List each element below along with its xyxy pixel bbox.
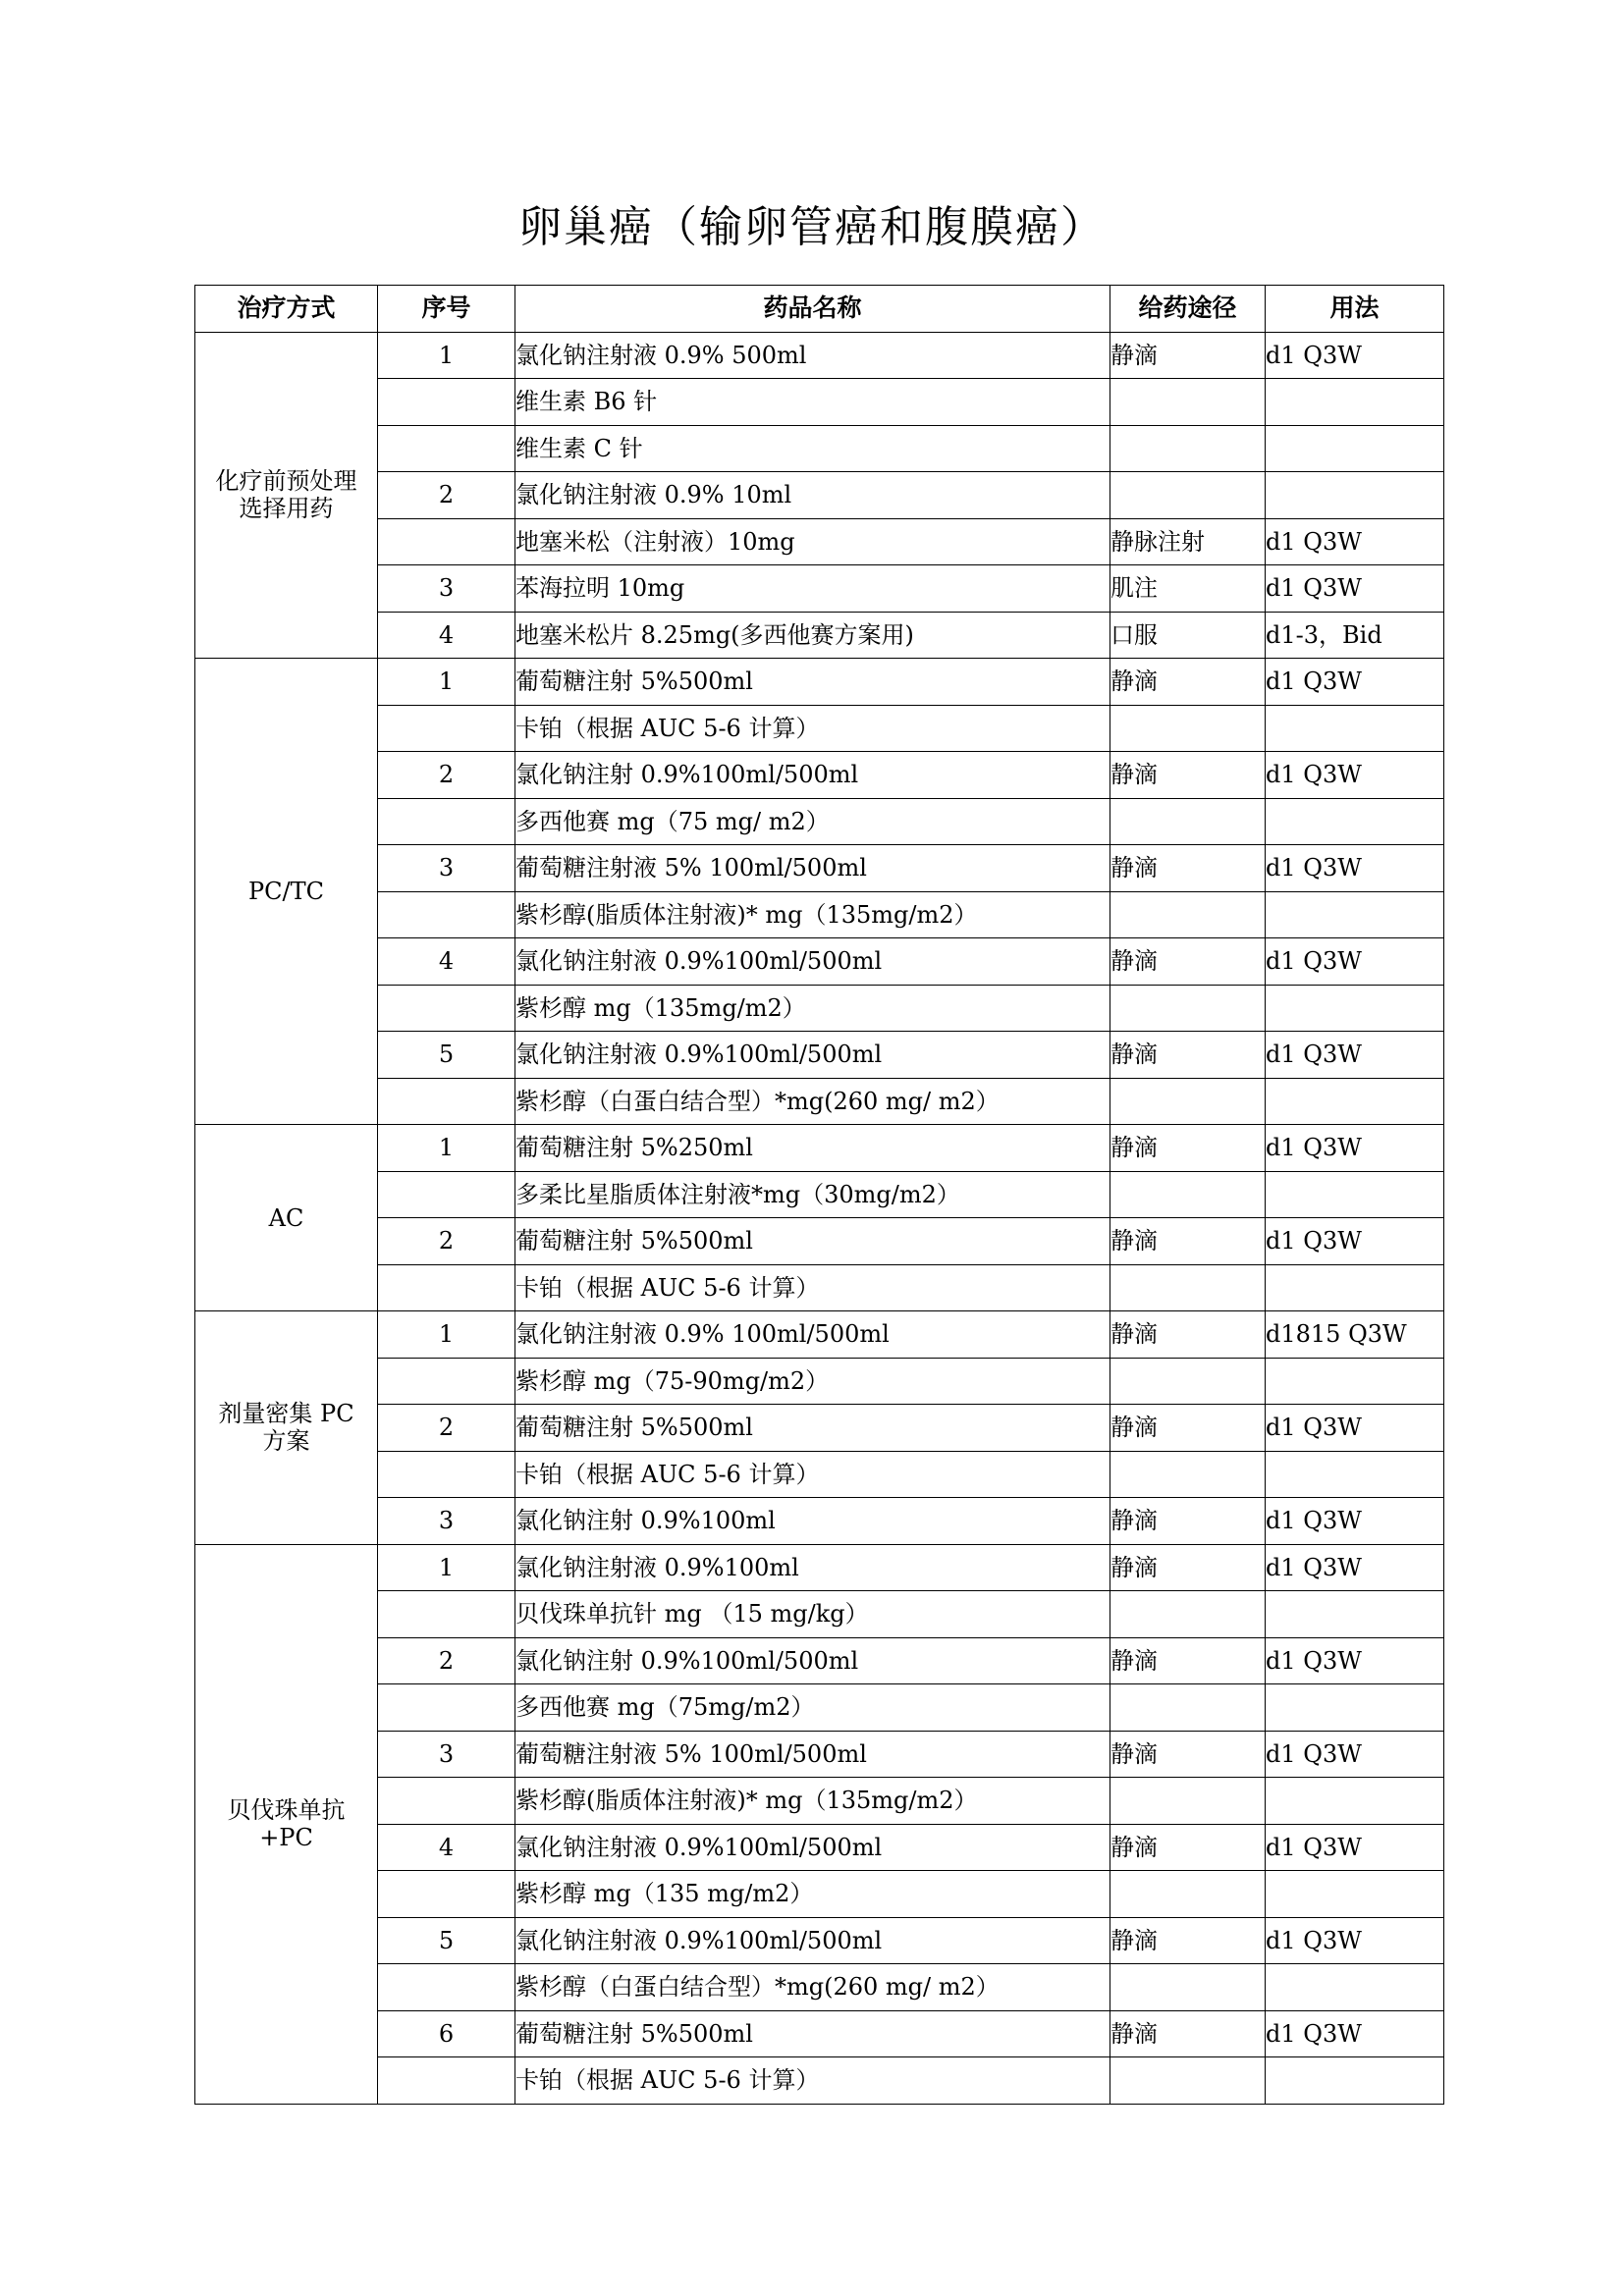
seq-cell: 2 xyxy=(378,472,515,519)
treatment-mode-cell xyxy=(195,332,378,659)
usage-cell xyxy=(1266,1451,1444,1498)
route-cell xyxy=(1110,891,1266,938)
seq-cell: 2 xyxy=(378,752,515,799)
route-cell: 静滴 xyxy=(1110,1218,1266,1265)
usage-cell xyxy=(1266,1684,1444,1732)
route-cell: 静滴 xyxy=(1110,1125,1266,1172)
drug-cell: 多柔比星脂质体注射液*mg（30mg/m2） xyxy=(515,1171,1110,1218)
route-cell xyxy=(1110,1871,1266,1918)
seq-cell: 1 xyxy=(378,1125,515,1172)
table-row xyxy=(195,1778,1444,1825)
route-cell xyxy=(1110,2057,1266,2105)
treatment-mode-label: 贝伐珠单抗 xyxy=(227,1796,346,1824)
seq-cell xyxy=(378,1684,515,1732)
route-cell xyxy=(1110,1684,1266,1732)
usage-cell: d1 Q3W xyxy=(1266,1917,1444,1964)
drug-cell: 葡萄糖注射 5%500ml xyxy=(515,2010,1110,2057)
table-row xyxy=(195,752,1444,799)
usage-cell xyxy=(1266,379,1444,426)
table-row xyxy=(195,1544,1444,1591)
usage-cell xyxy=(1266,1358,1444,1405)
drug-cell: 紫杉醇（白蛋白结合型）*mg(260 mg/ m2） xyxy=(515,1964,1110,2011)
route-cell xyxy=(1110,1778,1266,1825)
table-row xyxy=(195,891,1444,938)
route-cell: 静滴 xyxy=(1110,1498,1266,1545)
seq-cell xyxy=(378,891,515,938)
seq-cell xyxy=(378,1358,515,1405)
seq-cell: 1 xyxy=(378,1311,515,1359)
drug-cell: 卡铂（根据 AUC 5-6 计算） xyxy=(515,705,1110,752)
seq-cell: 3 xyxy=(378,1731,515,1778)
table-row xyxy=(195,1264,1444,1311)
usage-cell: d1 Q3W xyxy=(1266,1731,1444,1778)
table-row xyxy=(195,1731,1444,1778)
usage-cell: d1 Q3W xyxy=(1266,518,1444,565)
table-row xyxy=(195,565,1444,613)
table-row xyxy=(195,612,1444,659)
drug-cell: 多西他赛 mg（75 mg/ m2） xyxy=(515,798,1110,845)
seq-cell xyxy=(378,705,515,752)
table-row xyxy=(195,1591,1444,1638)
table-row xyxy=(195,1125,1444,1172)
drug-cell: 氯化钠注射液 0.9% 10ml xyxy=(515,472,1110,519)
column-header-usage: 用法 xyxy=(1266,286,1444,333)
seq-cell: 3 xyxy=(378,565,515,613)
seq-cell: 2 xyxy=(378,1637,515,1684)
treatment-mode-label: AC xyxy=(268,1203,304,1232)
seq-cell xyxy=(378,1778,515,1825)
seq-cell: 1 xyxy=(378,659,515,706)
usage-cell xyxy=(1266,1078,1444,1125)
route-cell: 静滴 xyxy=(1110,1824,1266,1871)
table-row xyxy=(195,1917,1444,1964)
drug-cell: 氯化钠注射 0.9%100ml/500ml xyxy=(515,752,1110,799)
seq-cell xyxy=(378,1964,515,2011)
seq-cell xyxy=(378,1078,515,1125)
drug-cell: 卡铂（根据 AUC 5-6 计算） xyxy=(515,1264,1110,1311)
column-header-mode: 治疗方式 xyxy=(195,286,378,333)
seq-cell xyxy=(378,1451,515,1498)
treatment-mode-cell xyxy=(195,1311,378,1545)
drug-cell: 卡铂（根据 AUC 5-6 计算） xyxy=(515,1451,1110,1498)
seq-cell: 4 xyxy=(378,1824,515,1871)
usage-cell xyxy=(1266,798,1444,845)
route-cell xyxy=(1110,1171,1266,1218)
table-row xyxy=(195,1405,1444,1452)
seq-cell: 4 xyxy=(378,612,515,659)
drug-cell: 紫杉醇 mg（75-90mg/m2） xyxy=(515,1358,1110,1405)
table-row xyxy=(195,1498,1444,1545)
seq-cell xyxy=(378,425,515,472)
route-cell: 静滴 xyxy=(1110,1544,1266,1591)
page-title: 卵巢癌（输卵管癌和腹膜癌） xyxy=(518,202,1106,252)
route-cell xyxy=(1110,1078,1266,1125)
usage-cell: d1 Q3W xyxy=(1266,938,1444,986)
route-cell: 肌注 xyxy=(1110,565,1266,613)
usage-cell xyxy=(1266,1171,1444,1218)
treatment-mode-label: 化疗前预处理 xyxy=(215,467,357,496)
table-row xyxy=(195,518,1444,565)
seq-cell: 6 xyxy=(378,2010,515,2057)
treatment-mode-label: PC/TC xyxy=(248,878,324,905)
route-cell xyxy=(1110,425,1266,472)
drug-cell: 紫杉醇 mg（135 mg/m2） xyxy=(515,1871,1110,1918)
seq-cell xyxy=(378,798,515,845)
drug-cell: 多西他赛 mg（75mg/m2） xyxy=(515,1684,1110,1732)
usage-cell: d1-3，Bid xyxy=(1266,612,1444,659)
table-row xyxy=(195,798,1444,845)
drug-cell: 氯化钠注射 0.9%100ml xyxy=(515,1498,1110,1545)
usage-cell: d1 Q3W xyxy=(1266,2010,1444,2057)
drug-cell: 葡萄糖注射 5%500ml xyxy=(515,1405,1110,1452)
seq-cell: 3 xyxy=(378,1498,515,1545)
usage-cell: d1 Q3W xyxy=(1266,1544,1444,1591)
table-row xyxy=(195,425,1444,472)
route-cell: 静滴 xyxy=(1110,845,1266,892)
drug-cell: 氯化钠注射液 0.9%100ml/500ml xyxy=(515,1032,1110,1079)
route-cell: 口服 xyxy=(1110,612,1266,659)
usage-cell xyxy=(1266,472,1444,519)
table-row xyxy=(195,1684,1444,1732)
table-row xyxy=(195,938,1444,986)
route-cell xyxy=(1110,1358,1266,1405)
treatment-mode-cell xyxy=(195,1544,378,2104)
column-header-route: 给药途径 xyxy=(1110,286,1266,333)
seq-cell: 2 xyxy=(378,1405,515,1452)
route-cell: 静滴 xyxy=(1110,332,1266,379)
drug-cell: 紫杉醇(脂质体注射液)* mg（135mg/m2） xyxy=(515,1778,1110,1825)
table-row xyxy=(195,1218,1444,1265)
usage-cell xyxy=(1266,1871,1444,1918)
regimen-table xyxy=(194,285,1444,2105)
drug-cell: 地塞米松（注射液）10mg xyxy=(515,518,1110,565)
table-row xyxy=(195,705,1444,752)
usage-cell: d1 Q3W xyxy=(1266,1405,1444,1452)
table-row xyxy=(195,1964,1444,2011)
route-cell: 静滴 xyxy=(1110,1637,1266,1684)
usage-cell xyxy=(1266,1964,1444,2011)
route-cell: 静滴 xyxy=(1110,938,1266,986)
seq-cell: 1 xyxy=(378,1544,515,1591)
usage-cell xyxy=(1266,985,1444,1032)
route-cell: 静滴 xyxy=(1110,1731,1266,1778)
usage-cell: d1 Q3W xyxy=(1266,845,1444,892)
usage-cell xyxy=(1266,425,1444,472)
seq-cell xyxy=(378,985,515,1032)
table-row xyxy=(195,1078,1444,1125)
table-row xyxy=(195,1032,1444,1079)
route-cell: 静滴 xyxy=(1110,1405,1266,1452)
drug-cell: 葡萄糖注射液 5% 100ml/500ml xyxy=(515,1731,1110,1778)
drug-cell: 紫杉醇 mg（135mg/m2） xyxy=(515,985,1110,1032)
usage-cell: d1 Q3W xyxy=(1266,1218,1444,1265)
route-cell xyxy=(1110,798,1266,845)
table-row xyxy=(195,379,1444,426)
usage-cell: d1815 Q3W xyxy=(1266,1311,1444,1359)
table-row xyxy=(195,1171,1444,1218)
table-row xyxy=(195,332,1444,379)
treatment-mode-label: +PC xyxy=(259,1824,313,1851)
seq-cell xyxy=(378,1871,515,1918)
table-row xyxy=(195,1451,1444,1498)
usage-cell xyxy=(1266,2057,1444,2105)
route-cell xyxy=(1110,705,1266,752)
seq-cell: 3 xyxy=(378,845,515,892)
drug-cell: 紫杉醇（白蛋白结合型）*mg(260 mg/ m2） xyxy=(515,1078,1110,1125)
table-row xyxy=(195,2010,1444,2057)
treatment-mode-label: 方案 xyxy=(262,1427,310,1456)
seq-cell: 2 xyxy=(378,1218,515,1265)
header-row xyxy=(195,286,1444,333)
usage-cell: d1 Q3W xyxy=(1266,659,1444,706)
table-row xyxy=(195,1311,1444,1359)
drug-cell: 葡萄糖注射 5%250ml xyxy=(515,1125,1110,1172)
usage-cell: d1 Q3W xyxy=(1266,1498,1444,1545)
route-cell: 静滴 xyxy=(1110,2010,1266,2057)
usage-cell xyxy=(1266,891,1444,938)
treatment-mode-label: 剂量密集 PC xyxy=(218,1400,354,1428)
usage-cell: d1 Q3W xyxy=(1266,565,1444,613)
usage-cell xyxy=(1266,705,1444,752)
route-cell xyxy=(1110,379,1266,426)
seq-cell xyxy=(378,1171,515,1218)
drug-cell: 氯化钠注射液 0.9%100ml/500ml xyxy=(515,1917,1110,1964)
drug-cell: 葡萄糖注射液 5% 100ml/500ml xyxy=(515,845,1110,892)
drug-cell: 氯化钠注射液 0.9%100ml/500ml xyxy=(515,938,1110,986)
usage-cell: d1 Q3W xyxy=(1266,1125,1444,1172)
usage-cell: d1 Q3W xyxy=(1266,332,1444,379)
usage-cell xyxy=(1266,1778,1444,1825)
route-cell xyxy=(1110,985,1266,1032)
table-row xyxy=(195,472,1444,519)
drug-cell: 维生素 C 针 xyxy=(515,425,1110,472)
seq-cell xyxy=(378,2057,515,2105)
table-row xyxy=(195,659,1444,706)
usage-cell: d1 Q3W xyxy=(1266,1824,1444,1871)
drug-cell: 葡萄糖注射 5%500ml xyxy=(515,659,1110,706)
table-row xyxy=(195,1637,1444,1684)
drug-cell: 地塞米松片 8.25mg(多西他赛方案用) xyxy=(515,612,1110,659)
seq-cell xyxy=(378,1264,515,1311)
usage-cell xyxy=(1266,1264,1444,1311)
treatment-mode-label: 选择用药 xyxy=(239,495,334,523)
drug-cell: 氯化钠注射液 0.9%100ml/500ml xyxy=(515,1824,1110,1871)
usage-cell: d1 Q3W xyxy=(1266,1032,1444,1079)
seq-cell xyxy=(378,379,515,426)
seq-cell: 5 xyxy=(378,1917,515,1964)
route-cell: 静滴 xyxy=(1110,659,1266,706)
drug-cell: 氯化钠注射 0.9%100ml/500ml xyxy=(515,1637,1110,1684)
table-row xyxy=(195,985,1444,1032)
usage-cell: d1 Q3W xyxy=(1266,752,1444,799)
table-row xyxy=(195,1871,1444,1918)
route-cell xyxy=(1110,472,1266,519)
table-row xyxy=(195,1358,1444,1405)
seq-cell xyxy=(378,518,515,565)
column-header-drug: 药品名称 xyxy=(515,286,1110,333)
route-cell: 静滴 xyxy=(1110,1917,1266,1964)
treatment-mode-cell xyxy=(195,1125,378,1311)
drug-cell: 卡铂（根据 AUC 5-6 计算） xyxy=(515,2057,1110,2105)
drug-cell: 贝伐珠单抗针 mg （15 mg/kg） xyxy=(515,1591,1110,1638)
seq-cell: 1 xyxy=(378,332,515,379)
table-row xyxy=(195,1824,1444,1871)
seq-cell xyxy=(378,1591,515,1638)
table-row xyxy=(195,2057,1444,2105)
route-cell xyxy=(1110,1591,1266,1638)
drug-cell: 氯化钠注射液 0.9% 100ml/500ml xyxy=(515,1311,1110,1359)
route-cell xyxy=(1110,1264,1266,1311)
seq-cell: 4 xyxy=(378,938,515,986)
drug-cell: 紫杉醇(脂质体注射液)* mg（135mg/m2） xyxy=(515,891,1110,938)
drug-cell: 葡萄糖注射 5%500ml xyxy=(515,1218,1110,1265)
route-cell xyxy=(1110,1451,1266,1498)
drug-cell: 苯海拉明 10mg xyxy=(515,565,1110,613)
treatment-mode-cell xyxy=(195,659,378,1125)
route-cell: 静滴 xyxy=(1110,752,1266,799)
column-header-seq: 序号 xyxy=(378,286,515,333)
table-row xyxy=(195,845,1444,892)
usage-cell: d1 Q3W xyxy=(1266,1637,1444,1684)
route-cell xyxy=(1110,1964,1266,2011)
regimen-table-body xyxy=(195,332,1444,2104)
seq-cell: 5 xyxy=(378,1032,515,1079)
usage-cell xyxy=(1266,1591,1444,1638)
route-cell: 静脉注射 xyxy=(1110,518,1266,565)
drug-cell: 氯化钠注射液 0.9%100ml xyxy=(515,1544,1110,1591)
drug-cell: 氯化钠注射液 0.9% 500ml xyxy=(515,332,1110,379)
route-cell: 静滴 xyxy=(1110,1311,1266,1359)
route-cell: 静滴 xyxy=(1110,1032,1266,1079)
drug-cell: 维生素 B6 针 xyxy=(515,379,1110,426)
